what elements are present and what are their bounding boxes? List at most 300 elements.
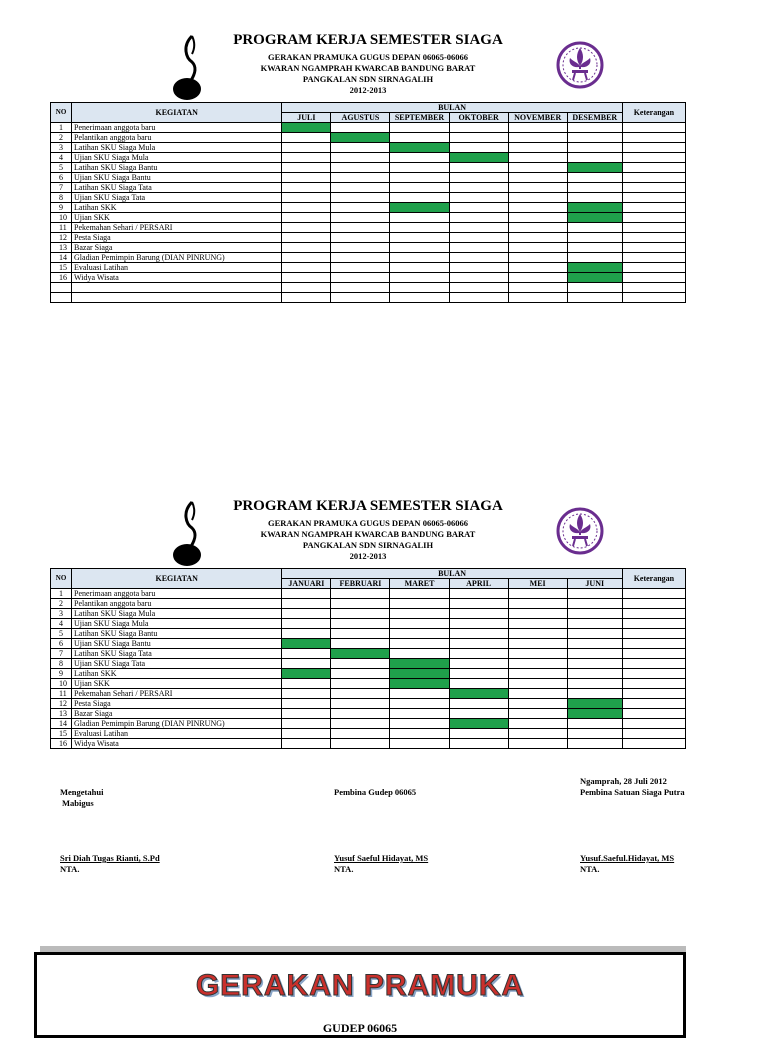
activity-name: Gladian Pemimpin Barung (DIAN PINRUNG) [72,253,282,263]
month-cell [331,709,390,719]
empty-cell [449,293,508,303]
month-cell [331,163,390,173]
keterangan-cell [622,223,685,233]
activity-name: Latihan SKK [72,203,282,213]
month-cell [331,689,390,699]
month-cell [508,213,567,223]
signature-right-name: Yusuf.Saeful.Hidayat, MS [580,853,675,863]
month-cell [390,153,449,163]
month-cell [331,263,390,273]
month-cell [331,223,390,233]
table-row [51,123,686,133]
keterangan-cell [622,669,685,679]
month-cell [390,729,449,739]
month-cell [282,243,331,253]
col-header-keterangan: Keterangan [622,569,685,589]
activity-name: Latihan SKU Siaga Tata [72,649,282,659]
table-row [51,679,686,689]
month-cell [282,183,331,193]
empty-cell [72,283,282,293]
activity-name: Latihan SKU Siaga Mula [72,143,282,153]
scheduled-month-cell [390,669,449,679]
scheduled-month-cell [282,123,331,133]
row-number: 3 [51,143,72,153]
table-row [51,629,686,639]
month-cell [331,659,390,669]
month-cell [508,243,567,253]
signature-date: Ngamprah, 28 Juli 2012 [580,776,667,786]
signature-left-name: Sri Diah Tugas Rianti, S.Pd [60,853,160,863]
keterangan-cell [622,699,685,709]
activity-name: Latihan SKU Siaga Bantu [72,163,282,173]
activity-name: Pekemahan Sehari / PERSARI [72,689,282,699]
keterangan-cell [622,689,685,699]
row-number: 2 [51,133,72,143]
month-cell [331,699,390,709]
keterangan-cell [622,253,685,263]
month-cell [282,143,331,153]
month-cell [508,123,567,133]
month-cell [508,669,567,679]
activity-name: Pesta Siaga [72,233,282,243]
month-cell [567,669,622,679]
cover-wordart-title: GERAKAN PRAMUKA [195,969,525,1002]
month-cell [449,739,508,749]
row-number: 16 [51,739,72,749]
month-cell [449,143,508,153]
keterangan-cell [622,163,685,173]
scheduled-month-cell [390,679,449,689]
month-cell [390,709,449,719]
month-cell [331,679,390,689]
month-cell [449,233,508,243]
row-number: 8 [51,193,72,203]
month-cell [567,253,622,263]
keterangan-cell [622,193,685,203]
month-cell [390,243,449,253]
month-cell [508,649,567,659]
month-cell [331,253,390,263]
signature-left-nta: NTA. [60,864,80,874]
activity-name: Gladian Pemimpin Barung (DIAN PINRUNG) [72,719,282,729]
signature-right-block [580,853,674,875]
month-cell [331,143,390,153]
header-line-3: PANGKALAN SDN SIRNAGALIH [302,540,434,550]
month-cell [282,153,331,163]
month-cell [508,689,567,699]
month-cell [567,739,622,749]
col-header-month: MARET [390,579,449,589]
table-row [51,599,686,609]
scheduled-month-cell [449,689,508,699]
cover-page [34,952,686,1038]
keterangan-cell [622,599,685,609]
col-header-month: JULI [282,113,331,123]
row-number: 16 [51,273,72,283]
month-cell [449,629,508,639]
month-cell [282,659,331,669]
activity-name: Latihan SKU Siaga Mula [72,609,282,619]
month-cell [331,589,390,599]
program-section-semester-2 [50,498,686,749]
empty-cell [622,293,685,303]
month-cell [449,659,508,669]
col-header-month: FEBRUARI [331,579,390,589]
keterangan-cell [622,173,685,183]
month-cell [567,123,622,133]
empty-cell [72,293,282,303]
header-line-4: 2012-2013 [349,551,387,561]
table-row [51,133,686,143]
empty-cell [331,293,390,303]
table-row [51,173,686,183]
month-cell [508,609,567,619]
table-row [51,689,686,699]
activity-name: Pelantikan anggota baru [72,599,282,609]
col-header-bulan: BULAN [282,103,622,113]
month-cell [390,223,449,233]
month-cell [331,233,390,243]
month-cell [449,223,508,233]
month-cell [390,123,449,133]
signature-mid-name: Yusuf Saeful Hidayat, MS [334,853,429,863]
activity-name: Ujian SKU Siaga Mula [72,153,282,163]
month-cell [508,263,567,273]
signature-left-title [60,787,103,809]
col-header-month: APRIL [449,579,508,589]
row-number: 12 [51,233,72,243]
keterangan-cell [622,143,685,153]
month-cell [390,213,449,223]
activity-name: Bazar Siaga [72,243,282,253]
month-cell [508,619,567,629]
row-number: 1 [51,589,72,599]
month-cell [331,729,390,739]
row-number: 10 [51,213,72,223]
month-cell [508,729,567,739]
row-number: 2 [51,599,72,609]
month-cell [390,629,449,639]
month-cell [282,599,331,609]
table-row [51,709,686,719]
keterangan-cell [622,589,685,599]
month-cell [282,273,331,283]
empty-cell [508,293,567,303]
table-row [51,243,686,253]
col-header-month: SEPTEMBER [390,113,449,123]
activity-name: Pekemahan Sehari / PERSARI [72,223,282,233]
month-cell [449,183,508,193]
empty-cell [508,283,567,293]
month-cell [282,739,331,749]
month-cell [331,193,390,203]
month-cell [331,203,390,213]
month-cell [390,233,449,243]
month-cell [390,599,449,609]
scheduled-month-cell [449,719,508,729]
month-cell [449,639,508,649]
col-header-month: AGUSTUS [331,113,390,123]
table-row [51,223,686,233]
row-number: 11 [51,689,72,699]
activity-name: Evaluasi Latihan [72,263,282,273]
empty-cell [51,293,72,303]
program-section-semester-1 [50,32,686,303]
month-cell [508,659,567,669]
cover-gudep-label: GUDEP 06065 [322,1021,398,1035]
table-row [51,253,686,263]
month-cell [390,739,449,749]
keterangan-cell [622,133,685,143]
month-cell [331,273,390,283]
month-cell [282,173,331,183]
month-cell [282,163,331,173]
month-cell [449,253,508,263]
month-cell [567,649,622,659]
table-row [51,699,686,709]
row-number: 14 [51,253,72,263]
header-line-2: KWARAN NGAMPRAH KWARCAB BANDUNG BARAT [260,529,476,539]
col-header-kegiatan: KEGIATAN [72,103,282,123]
table-row-empty [51,283,686,293]
month-cell [331,243,390,253]
month-cell [508,143,567,153]
keterangan-cell [622,213,685,223]
month-cell [331,153,390,163]
activity-name: Penerimaan anggota baru [72,123,282,133]
month-cell [567,223,622,233]
month-cell [449,243,508,253]
col-header-month: JANUARI [282,579,331,589]
table-row [51,639,686,649]
month-cell [508,153,567,163]
keterangan-cell [622,273,685,283]
month-cell [449,699,508,709]
month-cell [567,659,622,669]
table-row [51,659,686,669]
month-cell [508,183,567,193]
scheduled-month-cell [390,659,449,669]
row-number: 15 [51,729,72,739]
col-header-no: NO [51,569,72,589]
col-header-bulan: BULAN [282,569,622,579]
month-cell [282,213,331,223]
signature-left-title-1: Mengetahui [60,787,104,797]
wosm-emblem-icon [555,498,605,564]
keterangan-cell [622,619,685,629]
keterangan-cell [622,243,685,253]
program-header [50,498,686,568]
table-row [51,153,686,163]
month-cell [331,629,390,639]
activity-name: Widya Wisata [72,273,282,283]
month-cell [449,263,508,273]
month-cell [331,719,390,729]
activity-name: Ujian SKU Siaga Bantu [72,639,282,649]
scheduled-month-cell [390,203,449,213]
activity-name: Pelantikan anggota baru [72,133,282,143]
row-number: 5 [51,163,72,173]
month-cell [282,629,331,639]
month-cell [449,193,508,203]
scheduled-month-cell [567,699,622,709]
month-cell [282,719,331,729]
month-cell [449,609,508,619]
month-cell [282,203,331,213]
row-number: 12 [51,699,72,709]
activity-name: Widya Wisata [72,739,282,749]
activity-name: Evaluasi Latihan [72,729,282,739]
month-cell [508,699,567,709]
empty-cell [331,283,390,293]
signature-left-block [60,853,160,875]
month-cell [567,679,622,689]
table-row [51,273,686,283]
keterangan-cell [622,719,685,729]
month-cell [449,619,508,629]
row-number: 4 [51,153,72,163]
scheduled-month-cell [331,649,390,659]
col-header-kegiatan: KEGIATAN [72,569,282,589]
month-cell [567,193,622,203]
row-number: 15 [51,263,72,273]
month-cell [508,253,567,263]
month-cell [508,599,567,609]
program-table-semester-2 [50,568,686,749]
row-number: 9 [51,669,72,679]
col-header-month: JUNI [567,579,622,589]
keterangan-cell [622,739,685,749]
program-title: PROGRAM KERJA SEMESTER SIAGA [233,32,503,48]
row-number: 6 [51,639,72,649]
month-cell [390,689,449,699]
header-line-1: GERAKAN PRAMUKA GUGUS DEPAN 06065-06066 [267,52,469,62]
table-row [51,669,686,679]
month-cell [508,133,567,143]
month-cell [508,163,567,173]
table-row [51,213,686,223]
month-cell [449,589,508,599]
keterangan-cell [622,679,685,689]
month-cell [282,709,331,719]
activity-name: Penerimaan anggota baru [72,589,282,599]
table-row [51,609,686,619]
table-row [51,729,686,739]
row-number: 3 [51,609,72,619]
month-cell [508,719,567,729]
month-cell [449,669,508,679]
month-cell [390,609,449,619]
activity-name: Ujian SKK [72,213,282,223]
table-row [51,183,686,193]
scheduled-month-cell [567,163,622,173]
month-cell [567,599,622,609]
keterangan-cell [622,153,685,163]
month-cell [390,649,449,659]
month-cell [282,729,331,739]
keterangan-cell [622,263,685,273]
month-cell [567,153,622,163]
month-cell [282,619,331,629]
col-header-no: NO [51,103,72,123]
month-cell [508,639,567,649]
month-cell [331,739,390,749]
month-cell [331,609,390,619]
table-row [51,739,686,749]
month-cell [508,679,567,689]
scheduled-month-cell [282,669,331,679]
table-row [51,263,686,273]
month-cell [282,233,331,243]
month-cell [282,263,331,273]
table-row [51,163,686,173]
month-cell [282,589,331,599]
empty-cell [390,293,449,303]
month-cell [449,709,508,719]
month-cell [390,619,449,629]
header-line-2: KWARAN NGAMPRAH KWARCAB BANDUNG BARAT [260,63,476,73]
month-cell [449,123,508,133]
month-cell [390,163,449,173]
month-cell [567,183,622,193]
keterangan-cell [622,183,685,193]
activity-name: Ujian SKU Siaga Mula [72,619,282,629]
month-cell [390,133,449,143]
month-cell [331,669,390,679]
month-cell [390,193,449,203]
month-cell [449,213,508,223]
month-cell [508,589,567,599]
signature-left-title-2: Mabigus [62,798,94,808]
row-number: 13 [51,243,72,253]
month-cell [449,649,508,659]
col-header-month: DESEMBER [567,113,622,123]
month-cell [508,273,567,283]
month-cell [331,639,390,649]
activity-name: Latihan SKK [72,669,282,679]
month-cell [508,193,567,203]
month-cell [567,729,622,739]
col-header-keterangan: Keterangan [622,103,685,123]
activity-name: Ujian SKU Siaga Tata [72,193,282,203]
keterangan-cell [622,729,685,739]
month-cell [449,729,508,739]
program-table-semester-1 [50,102,686,303]
activity-name: Latihan SKU Siaga Bantu [72,629,282,639]
month-cell [567,173,622,183]
month-cell [390,699,449,709]
table-row [51,719,686,729]
row-number: 9 [51,203,72,213]
month-cell [282,699,331,709]
month-cell [282,679,331,689]
table-row [51,143,686,153]
row-number: 5 [51,629,72,639]
row-number: 6 [51,173,72,183]
month-cell [390,273,449,283]
row-number: 13 [51,709,72,719]
signature-right-title: Pembina Satuan Siaga Putra [580,787,685,797]
keterangan-cell [622,123,685,133]
month-cell [567,143,622,153]
scheduled-month-cell [567,709,622,719]
month-cell [567,133,622,143]
month-cell [508,739,567,749]
month-cell [282,223,331,233]
activity-name: Latihan SKU Siaga Tata [72,183,282,193]
month-cell [282,689,331,699]
month-cell [567,639,622,649]
